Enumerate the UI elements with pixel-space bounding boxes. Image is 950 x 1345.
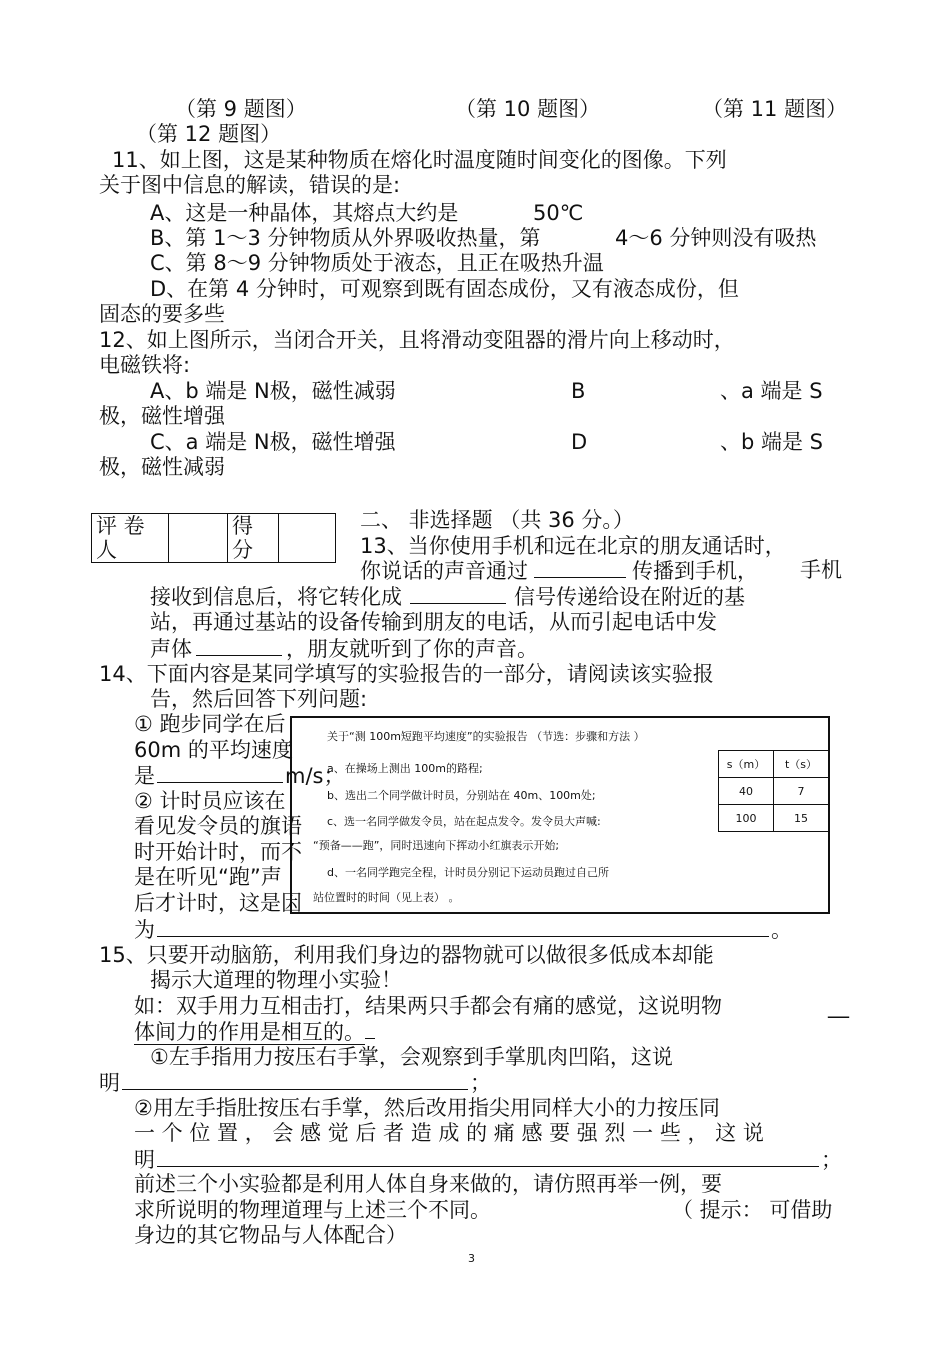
caption-fig9: （第 9 题图） <box>175 97 307 121</box>
report-step-d1: d、一名同学跑完全程，计时员分别记下运动员跑过自己所 <box>327 866 609 879</box>
q12-option-b-letter: B <box>571 379 586 403</box>
q14-part2-line1: ② 计时员应该在 <box>134 789 286 813</box>
table-cell: 7 <box>774 778 829 805</box>
caption-fig11: （第 11 题图） <box>702 97 848 121</box>
q14-line1: 14、下面内容是某同学填写的实验报告的一部分，请阅读该实验报 <box>99 662 714 686</box>
q15-example-answer-tail <box>365 1018 375 1039</box>
q15-part2-ming: 明 <box>134 1148 155 1172</box>
q12-option-b-cont: 极，磁性增强 <box>99 404 225 428</box>
q15-part1-blank[interactable] <box>122 1069 468 1090</box>
q15-example-underline: __ <box>828 994 849 1018</box>
q15-part3-line2: 求所说明的物理道理与上述三个不同。 <box>134 1198 491 1222</box>
q13-line3 <box>150 583 745 610</box>
q12-option-d-letter: D <box>571 430 588 454</box>
q11-option-d-cont: 固态的要多些 <box>99 302 225 326</box>
q11-option-a: A、这是一种晶体，其熔点大约是 <box>150 201 459 225</box>
q13-blank-medium[interactable] <box>534 557 626 578</box>
q12-option-d: 、b 端是 S <box>720 430 824 454</box>
score-box <box>91 513 336 563</box>
q12-option-b: 、a 端是 S <box>720 379 823 403</box>
q13-line2 <box>360 557 758 584</box>
table-row <box>719 778 829 805</box>
q12-option-a: A、b 端是 N极，磁性减弱 <box>150 379 396 403</box>
table-header-cell: t（s） <box>774 751 829 778</box>
page-number: 3 <box>468 1252 475 1265</box>
q11-stem-line2: 关于图中信息的解读，错误的是: <box>99 173 401 197</box>
report-step-c2: “预备——跑”，同时迅速向下挥动小红旗表示开始; <box>313 839 560 852</box>
q14-speed-blank[interactable] <box>157 762 283 783</box>
report-step-a: a、在操场上测出 100m的路程; <box>327 762 483 775</box>
q15-part1: ①左手指用力按压右手掌，会观察到手掌肌肉凹陷，这说 <box>150 1045 673 1069</box>
q13-line4: 站，再通过基站的设备传输到朋友的电话，从而引起电话中发 <box>150 610 717 634</box>
q13-line2-text: 你说话的声音通过 <box>360 559 528 583</box>
q15-example-cont <box>134 1018 375 1045</box>
q15-example-answer: 体间力的作用是相互的。 <box>134 1020 365 1044</box>
q15-part2-end: ； <box>821 1148 842 1172</box>
q15-hint: （ 提示： 可借助 <box>672 1198 833 1222</box>
q15-example: 如：双手用力互相击打，结果两只手都会有痛的感觉，这说明物 <box>134 994 722 1018</box>
q13-line5-text-b: ，朋友就听到了你的声音。 <box>286 637 538 661</box>
table-cell: 100 <box>719 805 774 832</box>
q11-option-d: D、在第 4 分钟时，可观察到既有固态成份，又有液态成份，但 <box>150 277 739 301</box>
q14-unit: m/s； <box>285 764 345 788</box>
q12-option-d-cont: 极，磁性减弱 <box>99 455 225 479</box>
report-step-d2: 站位置时的时间（见上表） 。 <box>313 891 460 904</box>
score-label: 得 分 <box>228 514 279 563</box>
q11-option-c: C、第 8～9 分钟物质处于液态，且正在吸热升温 <box>150 251 604 275</box>
q14-reason-blank[interactable] <box>157 916 769 937</box>
q15-part1-line2 <box>99 1069 491 1096</box>
q14-part2-line5: 后才计时，这是因 <box>134 891 302 915</box>
q11-option-b: B、第 1～3 分钟物质从外界吸收热量，第 <box>150 226 541 250</box>
q13-blank-signal[interactable] <box>410 583 506 604</box>
q15-part2-line2: 一 个 位 置 ， 会 感 觉 后 者 造 成 的 痛 感 要 强 烈 一 些 ， 这 说 <box>134 1121 764 1145</box>
section-title: 二、 非选择题 （共 36 分。） <box>360 508 634 532</box>
q13-line2-text-b: 传播到手机， <box>632 559 758 583</box>
q15-part3-line3: 身边的其它物品与人体配合） <box>134 1223 407 1247</box>
q13-line3-text: 接收到信息后，将它转化成 <box>150 585 402 609</box>
caption-fig10: （第 10 题图） <box>455 97 601 121</box>
reviewer-label: 评 卷 人 <box>92 514 169 563</box>
q15-line2: 揭示大道理的物理小实验！ <box>150 968 402 992</box>
table-cell: 40 <box>719 778 774 805</box>
table-row <box>719 805 829 832</box>
q15-part3: 前述三个小实验都是利用人体自身来做的，请仿照再举一例，要 <box>134 1172 722 1196</box>
q15-part1-end: ； <box>470 1071 491 1095</box>
q14-line2: 告，然后回答下列问题: <box>150 687 368 711</box>
q13-line5 <box>150 635 538 662</box>
report-title: 关于“测 100m短跑平均速度”的实验报告 （节选：步骤和方法 ） <box>327 730 645 743</box>
q14-part1-line3 <box>134 762 344 789</box>
q14-part2-line6 <box>134 916 792 943</box>
q12-option-c: C、a 端是 N极，磁性增强 <box>150 430 396 454</box>
q15-line1: 15、只要开动脑筋，利用我们身边的器物就可以做很多低成本却能 <box>99 943 714 967</box>
q15-part1-ming: 明 <box>99 1071 120 1095</box>
q11-stem-line1: 11、如上图，这是某种物质在熔化时温度随时间变化的图像。下列 <box>112 148 727 172</box>
q15-part2: ②用左手指肚按压右手掌，然后改用指尖用同样大小的力按压同 <box>134 1096 720 1120</box>
q12-stem-line1: 12、如上图所示，当闭合开关，且将滑动变阻器的滑片向上移动时， <box>99 328 735 352</box>
q14-period: 。 <box>771 918 792 942</box>
report-step-b: b、选出二个同学做计时员，分别站在 40m、100m处; <box>327 789 596 802</box>
q13-line2-end: 手机 <box>800 558 842 582</box>
q14-part1-line2: 60m 的平均速度 <box>134 738 293 762</box>
table-header-row <box>719 751 829 778</box>
table-cell: 15 <box>774 805 829 832</box>
score-cell[interactable] <box>279 514 336 563</box>
caption-fig12: （第 12 题图） <box>136 122 282 146</box>
q14-part1-label: 是 <box>134 764 155 788</box>
table-header-cell: s（m） <box>719 751 774 778</box>
q13-line5-text: 声体 <box>150 637 192 661</box>
q11-option-b-rest: 4～6 分钟则没有吸热 <box>615 226 817 250</box>
q14-part1-line1: ① 跑步同学在后 <box>134 712 286 736</box>
q15-part2-blank[interactable] <box>157 1146 819 1167</box>
report-step-c1: c、选一名同学做发令员，站在起点发令。发令员大声喊: <box>327 815 601 828</box>
q11-option-a-value: 50℃ <box>533 201 584 225</box>
q13-line3-text-b: 信号传递给设在附近的基 <box>514 585 745 609</box>
q14-part2-label: 为 <box>134 918 155 942</box>
q13-blank-source[interactable] <box>196 635 282 656</box>
q14-part2-line4: 是在听见“跑”声 <box>134 865 282 889</box>
q14-part2-line2: 看见发令员的旗语 <box>134 814 302 838</box>
q14-part2-line3: 时开始计时，而不 <box>134 840 302 864</box>
q15-part2-line3 <box>134 1146 842 1173</box>
q12-stem-line2: 电磁铁将: <box>99 353 191 377</box>
q13-line1: 13、当你使用手机和远在北京的朋友通话时， <box>360 534 786 558</box>
reviewer-cell[interactable] <box>169 514 228 563</box>
report-data-table <box>718 750 829 832</box>
